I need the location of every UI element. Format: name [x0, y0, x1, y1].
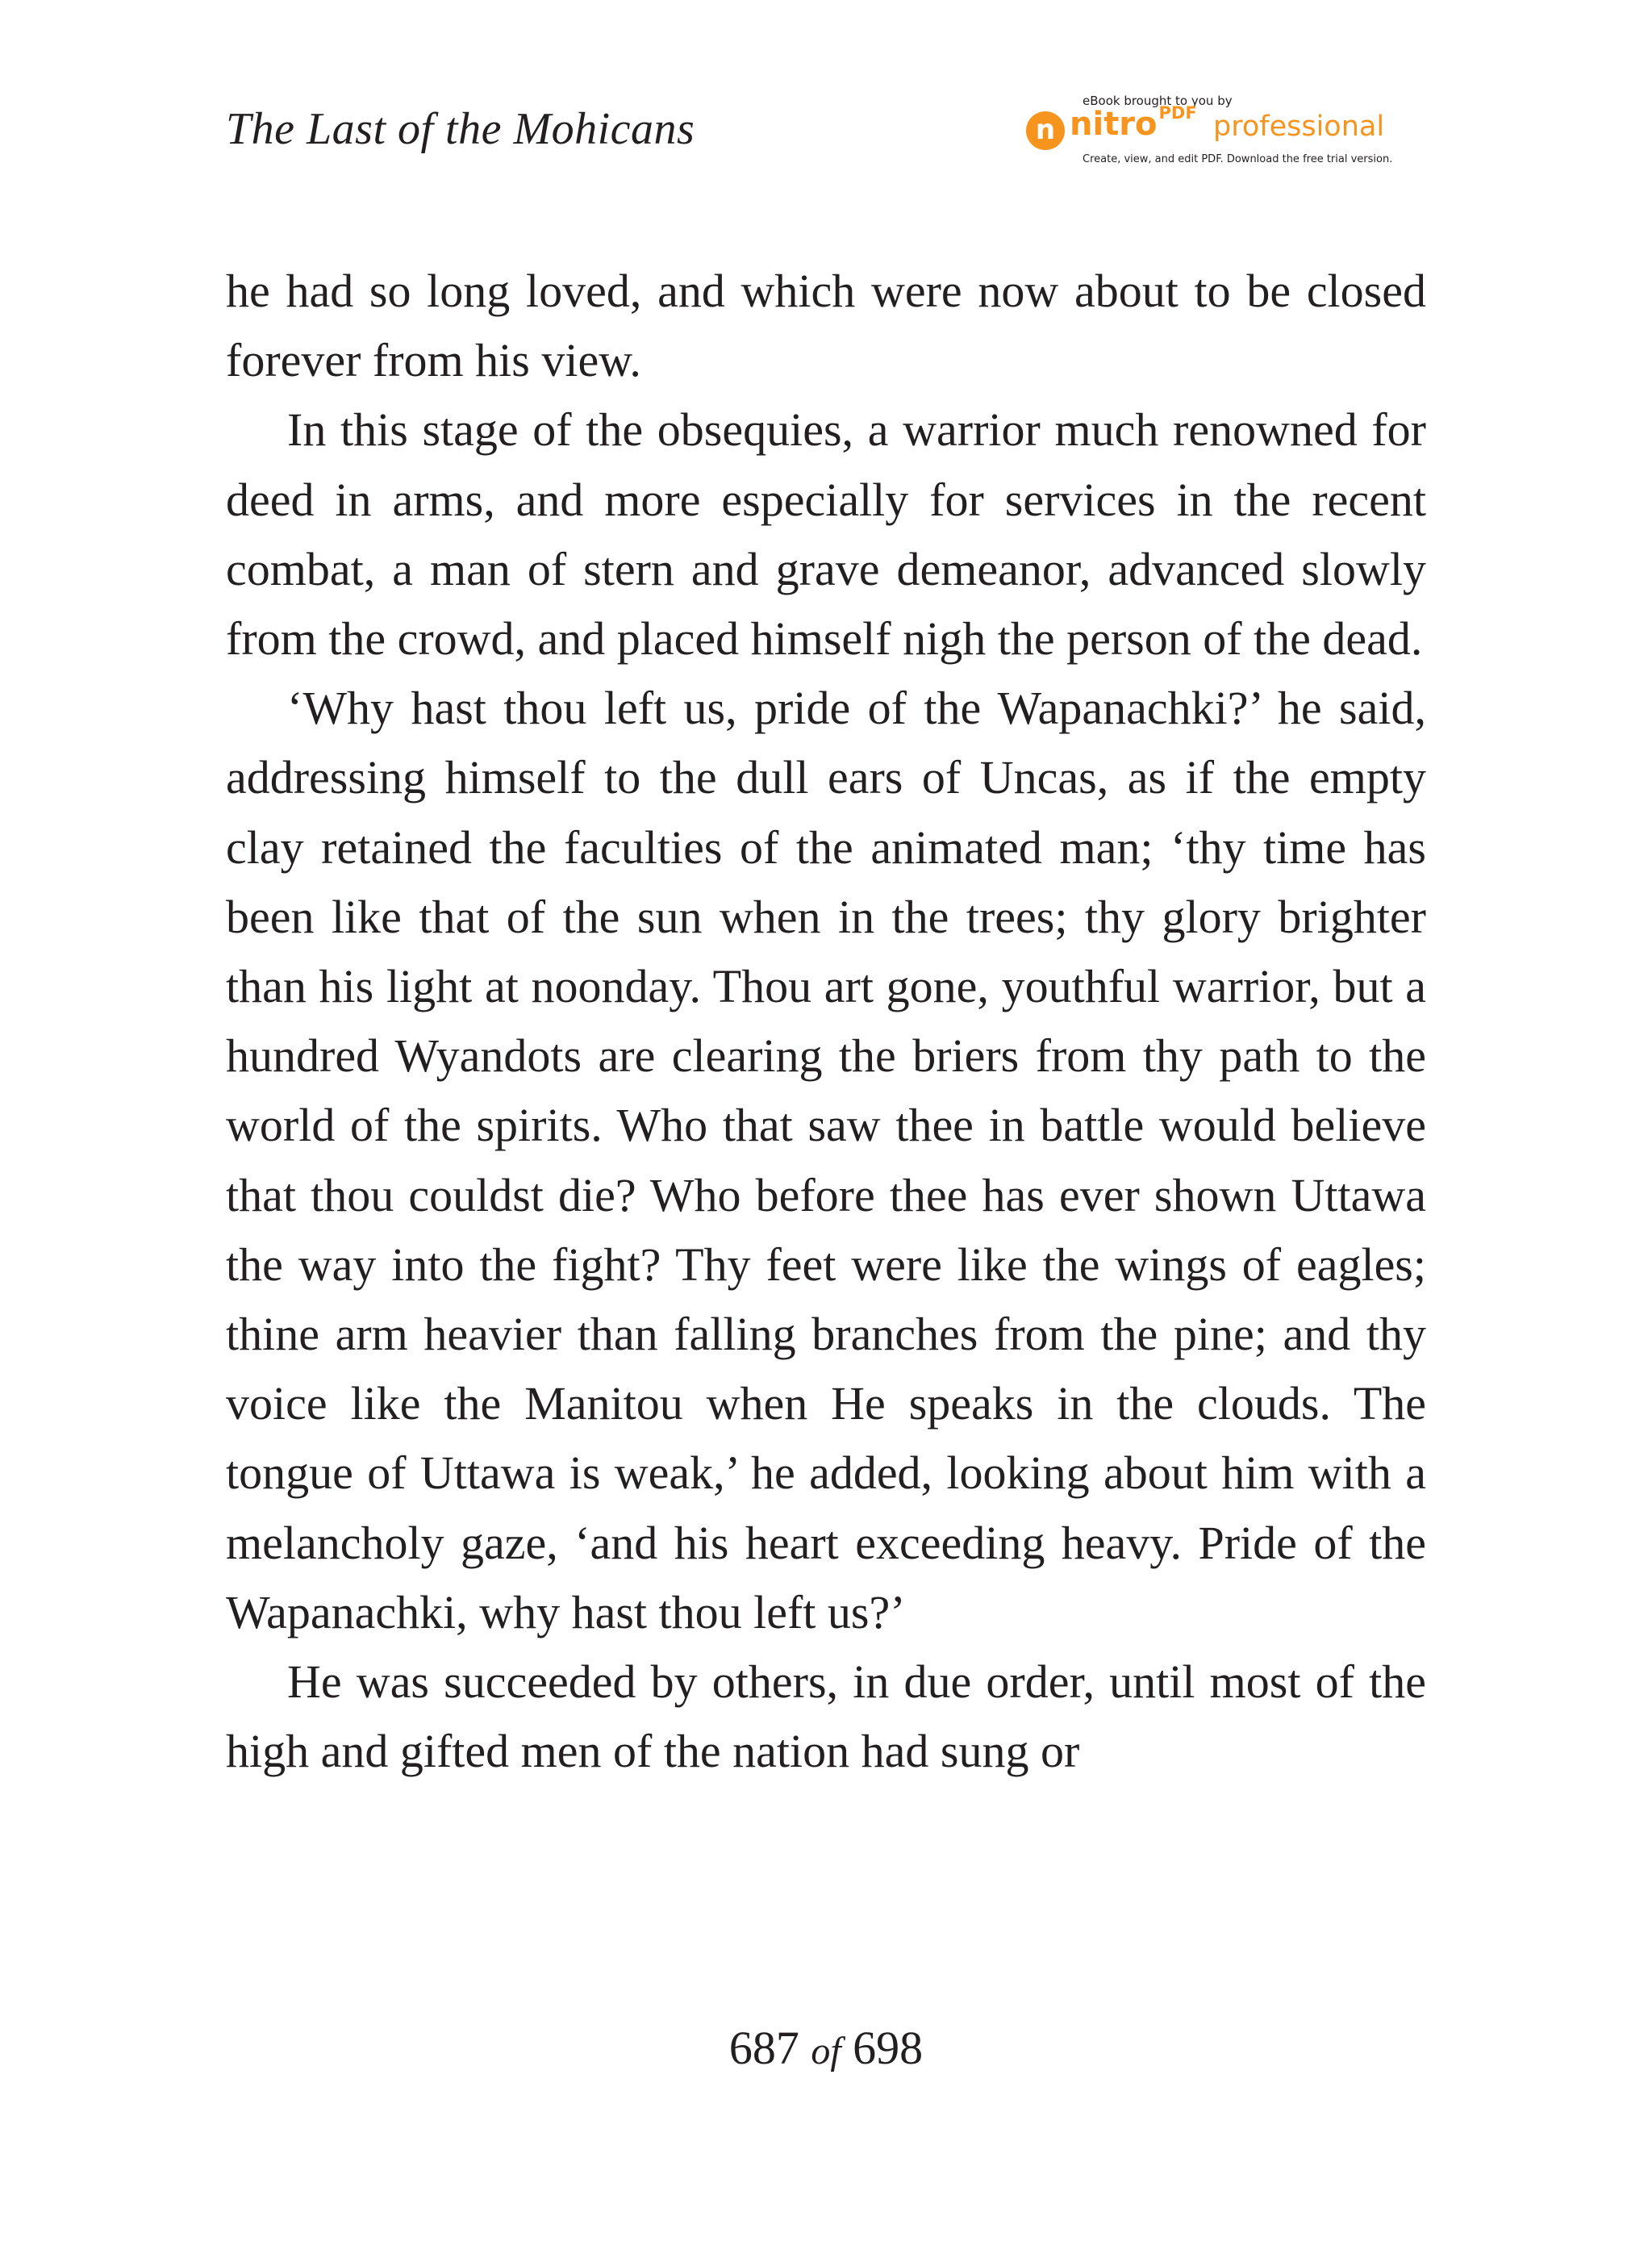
total-pages: 698 — [853, 2022, 924, 2074]
current-page: 687 — [728, 2022, 799, 2074]
paragraph-continued: he had so long loved, and which were now about to be closed forever from his view. — [226, 265, 1426, 387]
running-header-title: The Last of the Mohicans — [226, 104, 695, 154]
paragraph: In this stage of the obsequies, a warrior much renowned for deed in arms, and more especially for services in the recent combat, a man of stern and grave demeanor, advanced slowly from the crowd, and placed himself nigh the person of the dead. — [226, 403, 1426, 666]
page-number — [0, 2022, 1652, 2074]
ad-brand-superscript: PDF — [1158, 103, 1197, 123]
body-text — [226, 257, 1426, 1786]
page-of-label: of — [811, 2030, 841, 2072]
nitro-logo-icon: n — [1026, 111, 1065, 150]
paragraph: He was succeeded by others, in due order, until most of the high and gifted men of the nation had sung or — [226, 1655, 1426, 1778]
ad-brand-name — [1070, 103, 1197, 143]
ad-tagline: eBook brought to you by — [1083, 94, 1233, 108]
nitro-pdf-ad-banner[interactable] — [1026, 90, 1413, 171]
ad-brand-text: nitro — [1070, 106, 1158, 143]
ad-subtext: Create, view, and edit PDF. Download the free trial version. — [1083, 153, 1393, 165]
ad-product-name: professional — [1213, 111, 1385, 143]
paragraph: ‘Why hast thou left us, pride of the Wapanachki?’ he said, addressing himself to the dull ears of Uncas, as if the empty clay retained the faculties of the animated man; ‘thy time has been like that of the sun when in the trees; thy glory brighter than his light at noonday. Thou art gone, youthful warrior, but a hundred Wyandots are clearing the briers from thy path to the world of the spirits. Who that saw thee in battle would believe that thou couldst die? Who before thee has ever shown Uttawa the way into the fight? Thy feet were like the wings of eagles; thine arm heavier than falling branches from the pine; and thy voice like the Manitou when He speaks in the clouds. The tongue of Uttawa is weak,’ he added, looking about him with a melancholy gaze, ‘and his heart exceeding heavy. Pride of the Wapanachki, why hast thou left us?’ — [226, 682, 1426, 1638]
